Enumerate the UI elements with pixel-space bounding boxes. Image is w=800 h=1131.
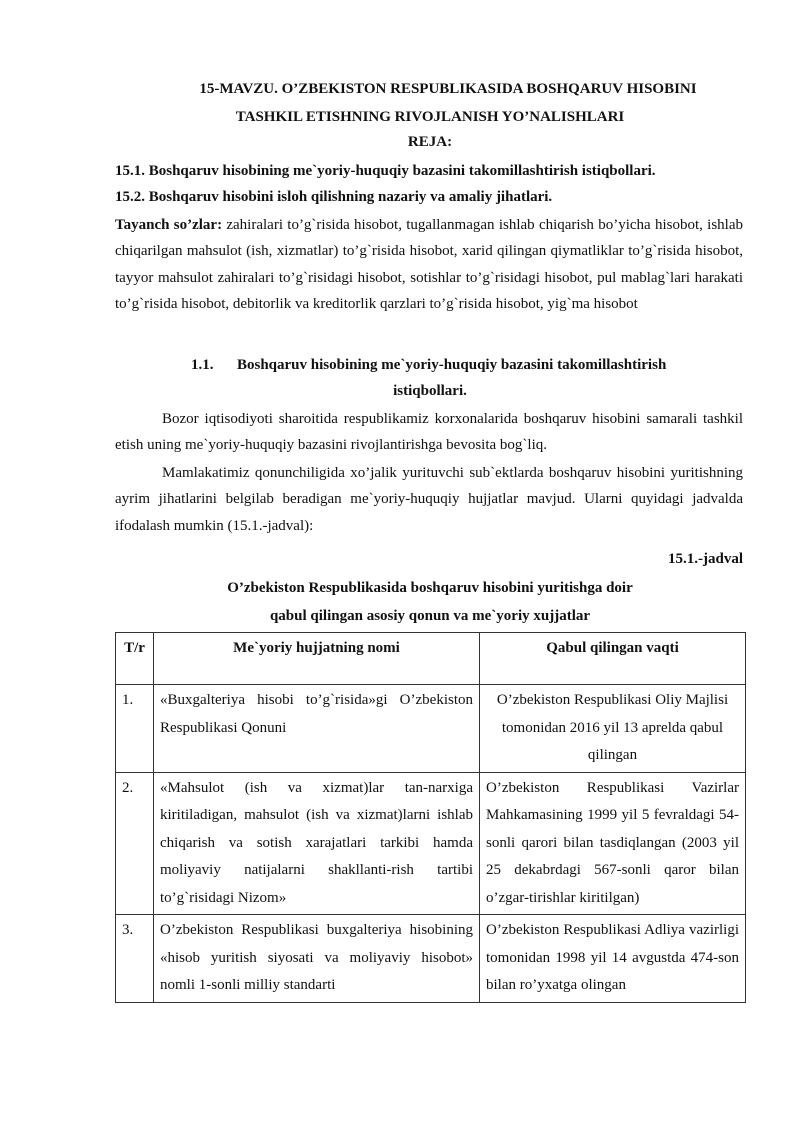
topic-title-line-2: TASHKIL ETISHNING RIVOJLANISH YO’NALISHLARI (235, 109, 625, 125)
keywords-text: zahiralari to’g`risida hisobot, tugallanmagan ishlab chiqarish bo’yicha hisobot, ishlab chiqarilgan mahsulot (ish, xizmatlar) to’g`risida hisobot, xarid qilingan qiymatliklar to’g`risida hisobot, tayyor mahsulot zahiralari to’g`risidagi hisobot, sotishlar to’g`risidagi hisobot, pul mablag`lari harakati to’g`risida hisobot, debitorlik va kreditorlik qarzlari to’g`risida hisobot, yig`ma hisobot (115, 217, 744, 313)
row-adoption-date: O’zbekiston Respublikasi Adliya vazirligi tomonidan 1998 yil 14 avgustda 474-son bilan ro’yxatga olingan (480, 915, 746, 1003)
header-document-name: Me`yoriy hujjatning nomi (154, 633, 480, 685)
section-title-line-2: istiqbollari. (393, 383, 467, 399)
row-adoption-date: O’zbekiston Respublikasi Vazirlar Mahkamasining 1999 yil 5 fevraldagi 54-sonli qarori bilan tasdiqlangan (2003 yil 25 dekabrdagi 567-sonli qaror bilan o’zgar-tirishlar kiritilgan) (480, 772, 746, 915)
keywords-label: Tayanch so’zlar: (115, 217, 223, 233)
section-title-line-1: Boshqaruv hisobining me`yoriy-huquqiy bazasini takomillashtirish (237, 357, 667, 373)
section-number: 1.1. (191, 357, 214, 373)
table-label: 15.1.-jadval (668, 551, 743, 567)
table-row (116, 772, 746, 915)
table-title-line-2: qabul qilingan asosiy qonun va me`yoriy xujjatlar (269, 608, 591, 624)
paragraph-2: Mamlakatimiz qonunchiligida xo’jalik yurituvchi sub`ektlarda boshqaruv hisobini yuritishning ayrim jihatlarini belgilab beradigan me`yoriy-huquqiy hujjatlar mavjud. Ularni quyidagi jadvalda ifodalash mumkin (15.1.-jadval): (115, 465, 743, 534)
row-adoption-date: O’zbekiston Respublikasi Oliy Majlisi tomonidan 2016 yil 13 aprelda qabul qilingan (480, 685, 746, 773)
table-header-row (116, 633, 746, 685)
plan-heading: REJA: (407, 134, 453, 150)
plan-item-1: 15.1. Boshqaruv hisobining me`yoriy-huquqiy bazasini takomillashtirish istiqbollari. (115, 163, 656, 179)
table-row (116, 685, 746, 773)
row-number: 1. (116, 685, 154, 773)
topic-title-line-1: 15-MAVZU. O’ZBEKISTON RESPUBLIKASIDA BOSHQARUV HISOBINI (199, 81, 697, 97)
header-number: T/r (116, 633, 154, 685)
row-number: 2. (116, 772, 154, 915)
row-number: 3. (116, 915, 154, 1003)
plan-item-2: 15.2. Boshqaruv hisobini isloh qilishning nazariy va amaliy jihatlari. (115, 189, 553, 205)
topic-title (115, 75, 745, 131)
row-document-name: «Mahsulot (ish va xizmat)lar tan-narxiga kiritiladigan, mahsulot (ish va xizmat)larni ishlab chiqarish va sotish xarajatlari tarkibi hamda moliyaviy natijalarni shakllanti-rish tartibi to’g`risidagi Nizom» (154, 772, 480, 915)
documents-table (115, 632, 746, 1003)
table-row (116, 915, 746, 1003)
section-heading (115, 352, 745, 404)
row-document-name: «Buxgalteriya hisobi to’g`risida»gi O’zbekiston Respublikasi Qonuni (154, 685, 480, 773)
header-adoption-date: Qabul qilingan vaqti (480, 633, 746, 685)
table-title (115, 574, 745, 630)
row-document-name: O’zbekiston Respublikasi buxgalteriya hisobining «hisob yuritish siyosati va moliyaviy hisobot» nomli 1-sonli milliy standarti (154, 915, 480, 1003)
paragraph-1: Bozor iqtisodiyoti sharoitida respublikamiz korxonalarida boshqaruv hisobini samarali tashkil etish uning me`yoriy-huquqiy bazasini rivojlantirishga bevosita bog`liq. (115, 411, 743, 454)
table-title-line-1: O’zbekiston Respublikasida boshqaruv hisobini yuritishga doir (227, 580, 633, 596)
keywords-paragraph (115, 212, 743, 318)
